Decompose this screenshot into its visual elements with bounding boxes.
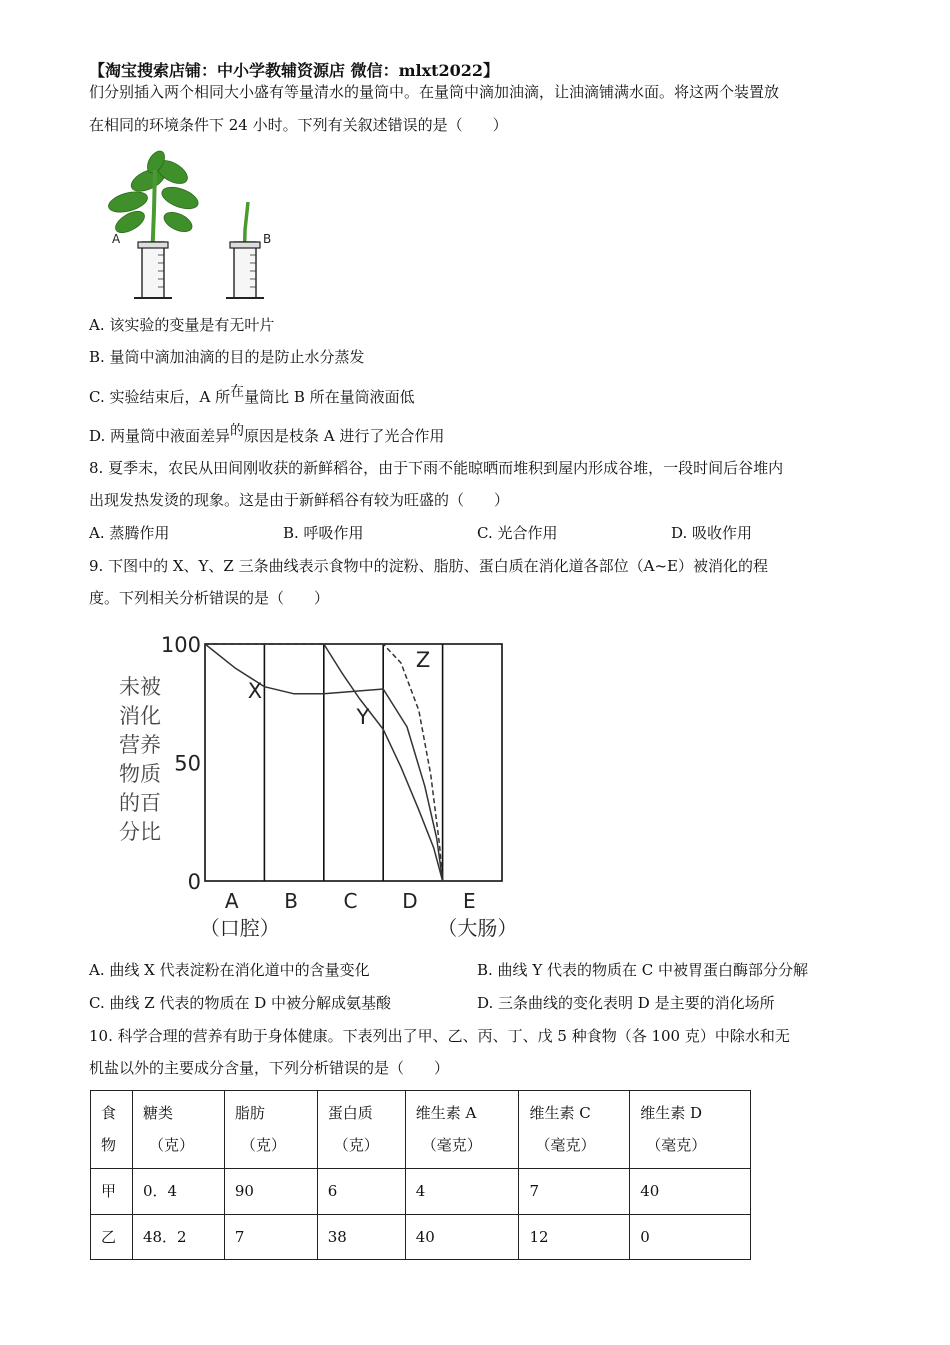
table-cell: 40 bbox=[630, 1169, 751, 1215]
cylinder-b-icon bbox=[226, 242, 264, 298]
header-sugar: 糖类 （克） bbox=[132, 1091, 224, 1169]
x-tick-label: B bbox=[284, 889, 298, 913]
y-tick-label: 100 bbox=[160, 633, 201, 657]
table-row bbox=[91, 1215, 751, 1260]
q9-option-a: A. 曲线 X 代表淀粉在消化道中的含量变化 bbox=[89, 961, 370, 979]
header-vitamin-a: 维生素 A （毫克） bbox=[405, 1091, 519, 1169]
q8-option-c: C. 光合作用 bbox=[477, 524, 558, 542]
header-protein: 蛋白质 （克） bbox=[317, 1091, 405, 1169]
y-axis-label-line: 物质 bbox=[119, 762, 161, 786]
label-b: B bbox=[263, 232, 272, 246]
table-cell: 4 bbox=[405, 1169, 519, 1215]
x-tick-note: （大肠） bbox=[437, 916, 518, 940]
q8-stem-line1: 8. 夏季末，农民从田间刚收获的新鲜稻谷，由于下雨不能晾晒而堆积到屋内形成谷堆，一段时间后谷堆内 bbox=[89, 459, 784, 477]
x-tick-note: （口腔） bbox=[199, 916, 280, 940]
q7-option-a: A. 该实验的变量是有无叶片 bbox=[89, 316, 275, 334]
q7-stem-line1: 们分别插入两个相同大小盛有等量清水的量筒中。在量筒中滴加油滴，让油滴铺满水面。将这两个装置放 bbox=[89, 83, 780, 101]
x-tick-label: D bbox=[402, 889, 418, 913]
y-axis-label-line: 分比 bbox=[119, 820, 161, 844]
q9-option-c: C. 曲线 Z 代表的物质在 D 中被分解成氨基酸 bbox=[89, 994, 392, 1012]
table-cell: 6 bbox=[317, 1169, 405, 1215]
y-tick-label: 50 bbox=[174, 751, 201, 776]
q10-stem-line1: 10. 科学合理的营养有助于身体健康。下表列出了甲、乙、丙、丁、戊 5 种食物（各 100 克）中除水和无 bbox=[89, 1027, 790, 1045]
q9-option-d: D. 三条曲线的变化表明 D 是主要的消化场所 bbox=[477, 994, 775, 1012]
q10-stem-line2: 机盐以外的主要成分含量，下列分析错误的是（ ） bbox=[89, 1059, 450, 1077]
q8-option-b: B. 呼吸作用 bbox=[283, 524, 364, 542]
curve-label-z: Z bbox=[415, 647, 431, 672]
y-axis-label-line: 的百 bbox=[119, 791, 161, 815]
q7-option-c: C. 实验结束后，A 所在量筒比 B 所在量筒液面低 bbox=[89, 384, 415, 406]
table-cell: 48．2 bbox=[132, 1215, 224, 1260]
x-tick-label: C bbox=[343, 889, 358, 913]
cylinder-a-icon bbox=[134, 242, 172, 298]
y-axis-label-line: 未被 bbox=[119, 675, 161, 699]
digestion-chart bbox=[100, 628, 520, 948]
q7-option-d: D. 两量筒中液面差异的原因是枝条 A 进行了光合作用 bbox=[89, 423, 445, 445]
page-header-watermark: 【淘宝搜索店铺：中小学教辅资源店 微信：mlxt2022】 bbox=[89, 61, 500, 80]
q8-option-d: D. 吸收作用 bbox=[671, 524, 753, 542]
table-cell: 0 bbox=[630, 1215, 751, 1260]
q7-option-b: B. 量筒中滴加油滴的目的是防止水分蒸发 bbox=[89, 348, 365, 366]
q7-stem-line2: 在相同的环境条件下 24 小时。下列有关叙述错误的是（ ） bbox=[89, 116, 508, 134]
header-food: 食 物 bbox=[91, 1091, 133, 1169]
x-tick-label: E bbox=[463, 889, 476, 913]
q9-option-b: B. 曲线 Y 代表的物质在 C 中被胃蛋白酶部分分解 bbox=[477, 961, 809, 979]
header-vitamin-c: 维生素 C （毫克） bbox=[519, 1091, 630, 1169]
header-vitamin-d: 维生素 D （毫克） bbox=[630, 1091, 751, 1169]
table-row bbox=[91, 1169, 751, 1215]
y-axis-label-line: 消化 bbox=[119, 704, 161, 728]
table-header-row bbox=[91, 1091, 751, 1169]
table-cell: 40 bbox=[405, 1215, 519, 1260]
x-tick-label: A bbox=[224, 889, 239, 913]
curve-label-y: Y bbox=[356, 704, 370, 729]
curve-label-x: X bbox=[247, 678, 263, 703]
q8-option-a: A. 蒸腾作用 bbox=[89, 524, 170, 542]
nutrition-table bbox=[90, 1090, 751, 1260]
table-cell: 38 bbox=[317, 1215, 405, 1260]
q7-plant-figure bbox=[100, 150, 290, 310]
table-cell: 90 bbox=[224, 1169, 317, 1215]
label-a: A bbox=[112, 232, 121, 246]
y-tick-label: 0 bbox=[187, 870, 201, 894]
q9-stem-line2: 度。下列相关分析错误的是（ ） bbox=[89, 589, 330, 607]
y-axis-label-line: 营养 bbox=[119, 733, 161, 757]
table-cell: 12 bbox=[519, 1215, 630, 1260]
table-cell: 0．4 bbox=[132, 1169, 224, 1215]
q9-stem-line1: 9. 下图中的 X、Y、Z 三条曲线表示食物中的淀粉、脂肪、蛋白质在消化道各部位（A~E）被消化的程 bbox=[89, 557, 768, 575]
table-cell: 7 bbox=[224, 1215, 317, 1260]
header-fat: 脂肪 （克） bbox=[224, 1091, 317, 1169]
table-cell: 乙 bbox=[91, 1215, 133, 1260]
q8-stem-line2: 出现发热发烫的现象。这是由于新鲜稻谷有较为旺盛的（ ） bbox=[89, 491, 510, 509]
table-cell: 7 bbox=[519, 1169, 630, 1215]
table-cell: 甲 bbox=[91, 1169, 133, 1215]
